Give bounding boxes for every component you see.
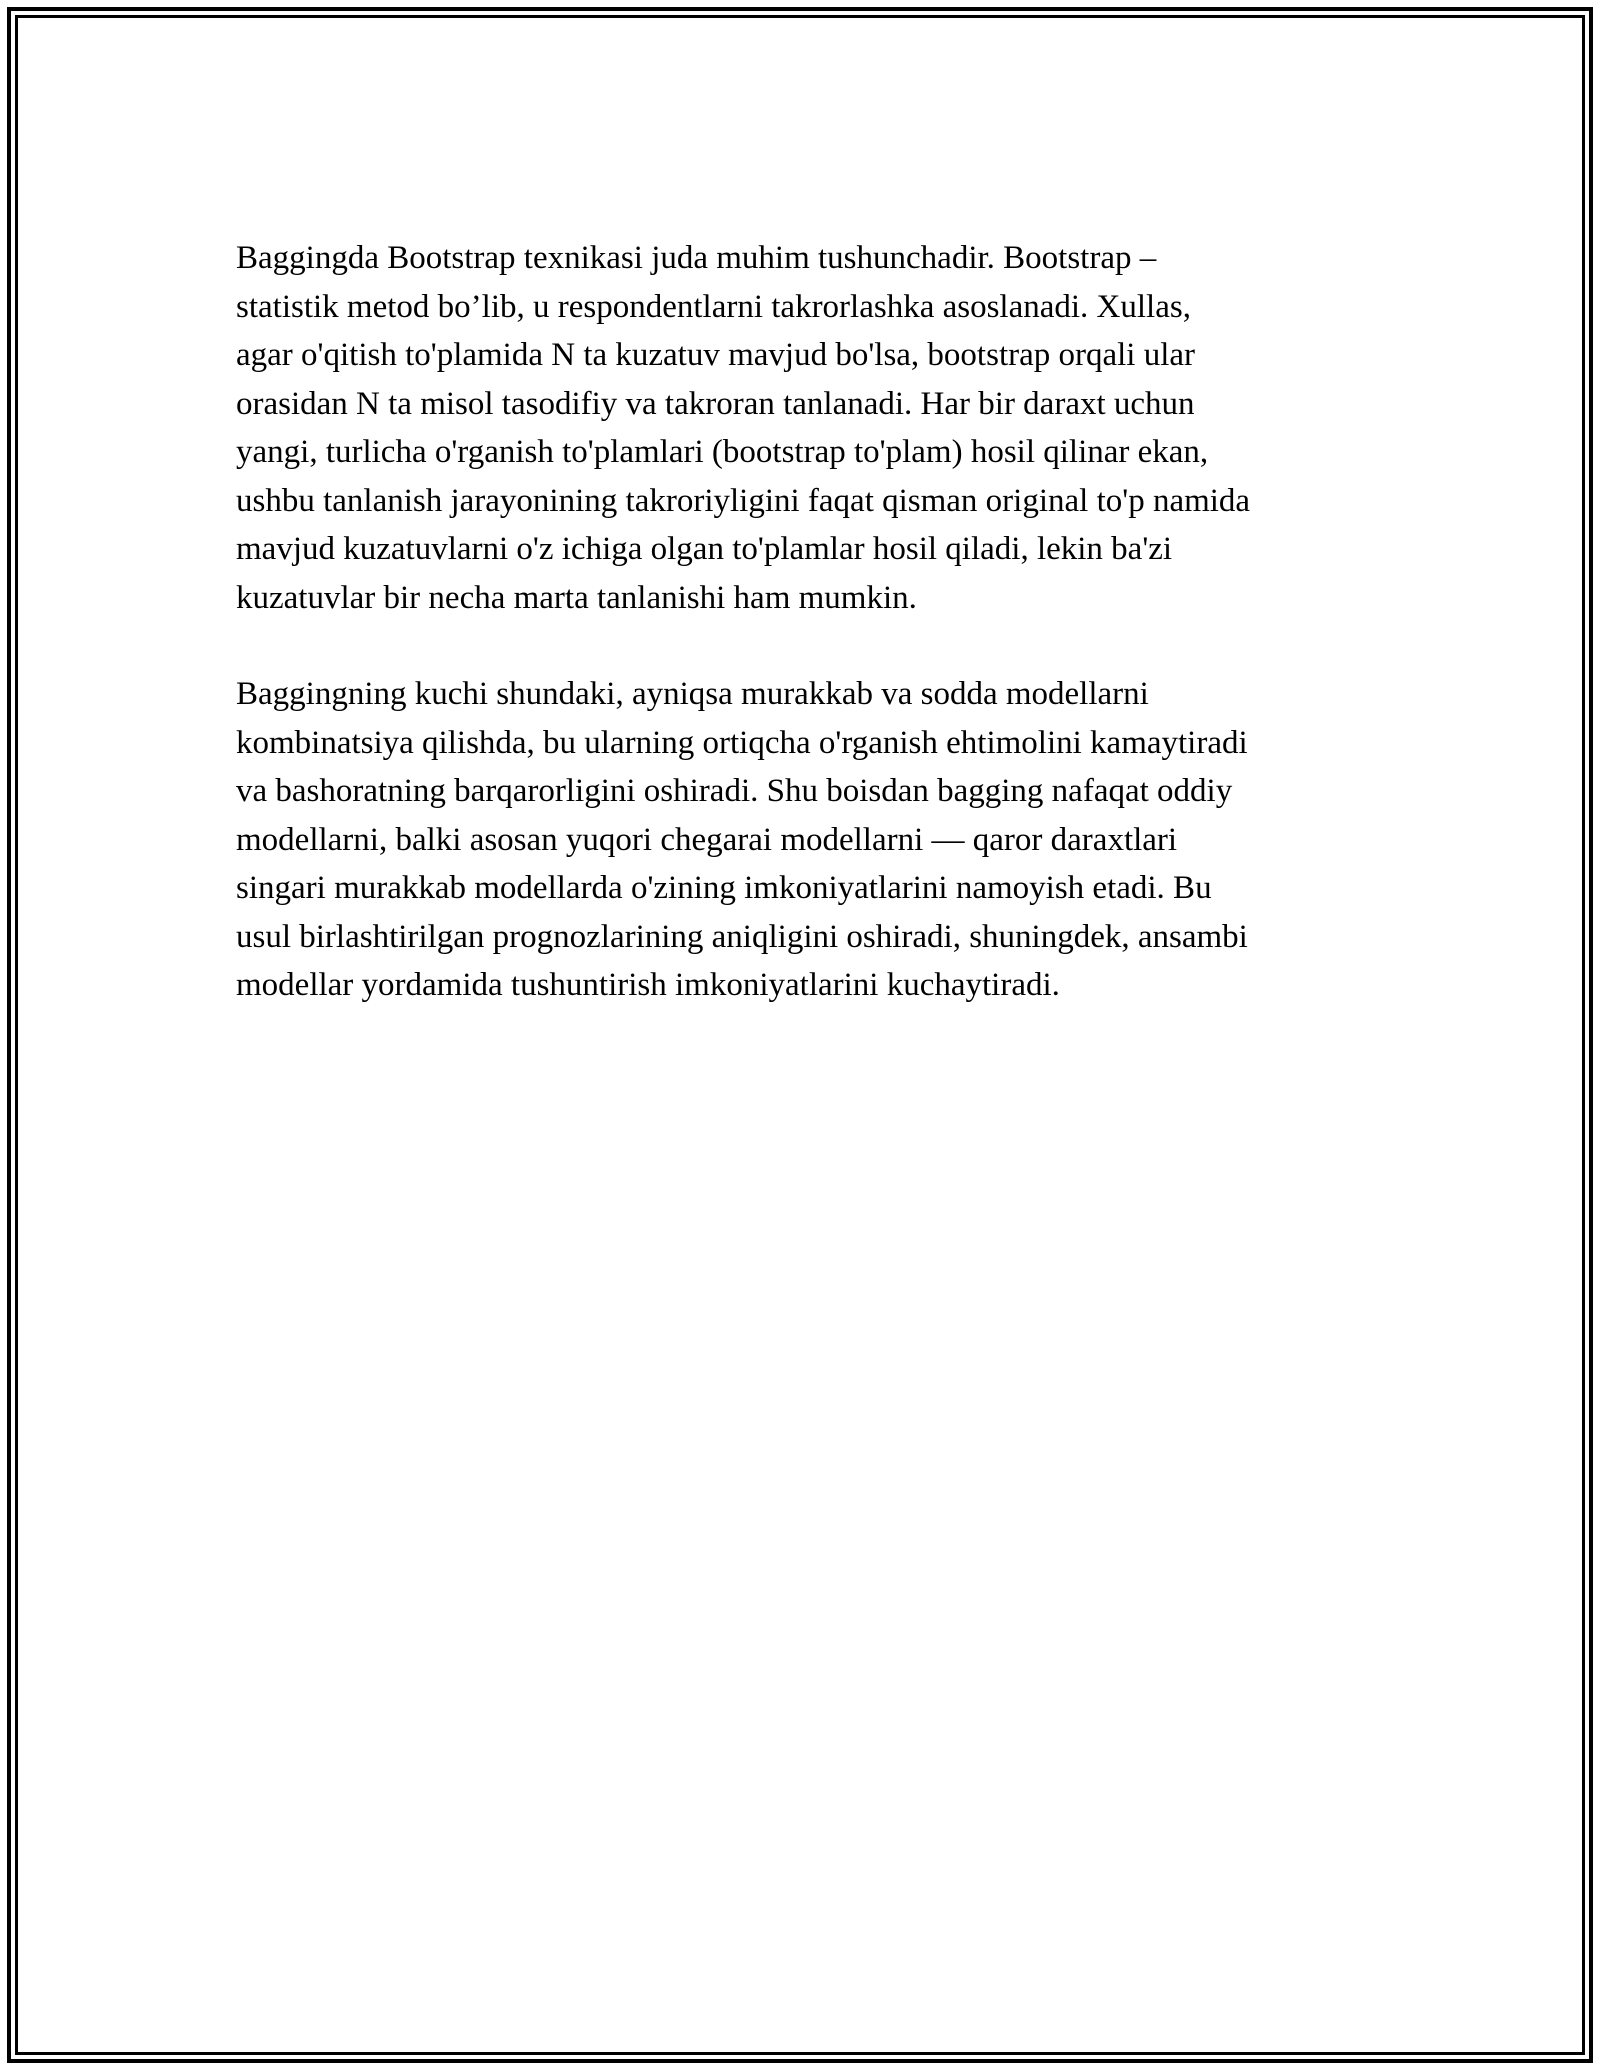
- text-line: usul birlashtirilgan prognozlarining aniqligini oshiradi, shuningdek, ansambi: [236, 918, 1248, 955]
- text-line: Baggingda Bootstrap texnikasi juda muhim tushunchadir. Bootstrap –: [236, 240, 1157, 276]
- text-line: Baggingning kuchi shundaki, ayniqsa murakkab va sodda modellarni: [236, 676, 1149, 712]
- text-line: modellarni, balki asosan yuqori chegarai modellarni — qaror daraxtlari: [236, 821, 1178, 858]
- text-line: agar o'qitish to'plamida N ta kuzatuv mavjud bo'lsa, bootstrap orqali ular: [236, 337, 1196, 373]
- text-line: statistik metod bo’lib, u respondentlarni takrorlashka asoslanadi. Xullas,: [236, 288, 1191, 325]
- text-line: mavjud kuzatuvlarni o'z ichiga olgan to'plamlar hosil qiladi, lekin ba'zi: [236, 531, 1173, 567]
- text-line: yangi, turlicha o'rganish to'plamlari (bootstrap to'plam) hosil qilinar ekan,: [236, 434, 1209, 470]
- paragraph-bootstrap: [236, 234, 1366, 622]
- text-line: singari murakkab modellarda o'zining imkoniyatlarini namoyish etadi. Bu: [236, 870, 1212, 906]
- text-line: kombinatsiya qilishda, bu ularning ortiqcha o'rganish ehtimolini kamaytiradi: [236, 724, 1248, 761]
- text-line: modellar yordamida tushuntirish imkoniyatlarini kuchaytiradi.: [236, 967, 1060, 1003]
- text-line: ushbu tanlanish jarayonining takroriyligini faqat qisman original to'p namida: [236, 482, 1251, 519]
- paragraph-bagging-strength: [236, 670, 1366, 1010]
- text-line: orasidan N ta misol tasodifiy va takroran tanlanadi. Har bir daraxt uchun: [236, 385, 1195, 422]
- text-line: va bashoratning barqarorligini oshiradi. Shu boisdan bagging nafaqat oddiy: [236, 773, 1233, 809]
- text-line: kuzatuvlar bir necha marta tanlanishi ham mumkin.: [236, 579, 917, 616]
- document-body: [236, 234, 1366, 1010]
